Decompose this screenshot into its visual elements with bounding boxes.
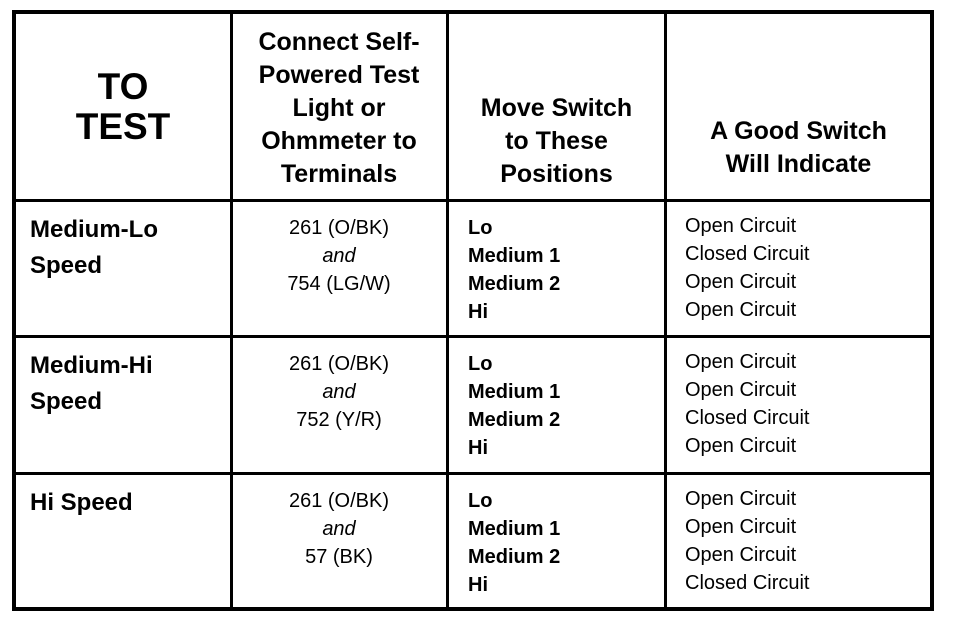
row-hi-speed-terminals xyxy=(232,475,446,571)
test-name: Speed xyxy=(30,388,103,415)
header-connect xyxy=(232,14,446,199)
switch-position: Lo xyxy=(468,353,493,375)
header-move-line: Move Switch xyxy=(480,94,633,122)
indication: Closed Circuit xyxy=(685,572,810,594)
header-move-line: Positions xyxy=(500,160,613,188)
indication: Open Circuit xyxy=(685,299,797,321)
header-move-line: to These xyxy=(505,127,608,155)
terminal: 261 (O/BK) xyxy=(288,490,390,512)
terminal-and: and xyxy=(322,245,356,267)
header-connect-line: Ohmmeter to xyxy=(261,127,417,155)
indication: Open Circuit xyxy=(685,215,797,237)
row-hi-speed-label xyxy=(16,475,230,521)
header-good-switch xyxy=(667,14,930,199)
indication: Open Circuit xyxy=(685,544,797,566)
switch-position: Medium 2 xyxy=(468,409,561,431)
row-medium-lo-terminals xyxy=(232,202,446,298)
row-medium-lo-positions xyxy=(448,202,665,326)
test-name: Medium-Lo xyxy=(30,216,158,243)
indication: Open Circuit xyxy=(685,435,797,457)
switch-position: Hi xyxy=(468,574,488,596)
terminal: 261 (O/BK) xyxy=(288,353,390,375)
header-connect-line: Powered Test xyxy=(258,61,420,89)
switch-position: Medium 1 xyxy=(468,245,561,267)
switch-position: Lo xyxy=(468,490,493,512)
indication: Closed Circuit xyxy=(685,243,810,265)
indication: Open Circuit xyxy=(685,488,797,510)
row-medium-hi-terminals xyxy=(232,338,446,434)
row-medium-lo-label xyxy=(16,202,230,284)
header-move-switch xyxy=(448,14,665,199)
header-indicate-line: Will Indicate xyxy=(725,150,872,178)
row-medium-hi-positions xyxy=(448,338,665,462)
terminal-and: and xyxy=(322,381,356,403)
header-to-test-line: TEST xyxy=(75,105,171,147)
row-medium-hi-label xyxy=(16,338,230,420)
terminal: 261 (O/BK) xyxy=(288,217,390,239)
switch-position: Hi xyxy=(468,301,488,323)
header-to-test xyxy=(16,14,230,199)
indication: Open Circuit xyxy=(685,271,797,293)
terminal: 754 (LG/W) xyxy=(287,273,391,295)
header-to-test-line: TO xyxy=(97,65,149,107)
header-connect-line: Terminals xyxy=(280,160,398,188)
indication: Open Circuit xyxy=(685,351,797,373)
row-medium-hi-indications xyxy=(667,338,930,460)
row-hi-speed-positions xyxy=(448,475,665,599)
terminal: 57 (BK) xyxy=(305,546,373,568)
row-medium-lo-indications xyxy=(667,202,930,324)
terminal-and: and xyxy=(322,518,356,540)
switch-position: Hi xyxy=(468,437,488,459)
indication: Open Circuit xyxy=(685,379,797,401)
row-hi-speed-indications xyxy=(667,475,930,597)
test-name: Hi Speed xyxy=(30,489,133,516)
switch-position: Medium 1 xyxy=(468,518,561,540)
indication: Closed Circuit xyxy=(685,407,810,429)
test-name: Medium-Hi xyxy=(30,352,153,379)
switch-position: Lo xyxy=(468,217,493,239)
switch-test-table xyxy=(12,10,934,611)
switch-position: Medium 1 xyxy=(468,381,561,403)
terminal: 752 (Y/R) xyxy=(296,409,382,431)
header-connect-line: Light or xyxy=(292,94,386,122)
header-indicate-line: A Good Switch xyxy=(710,117,887,145)
header-to-test-text xyxy=(76,67,171,147)
switch-position: Medium 2 xyxy=(468,273,561,295)
switch-position: Medium 2 xyxy=(468,546,561,568)
indication: Open Circuit xyxy=(685,516,797,538)
header-connect-line: Connect Self- xyxy=(258,28,420,56)
test-name: Speed xyxy=(30,252,103,279)
